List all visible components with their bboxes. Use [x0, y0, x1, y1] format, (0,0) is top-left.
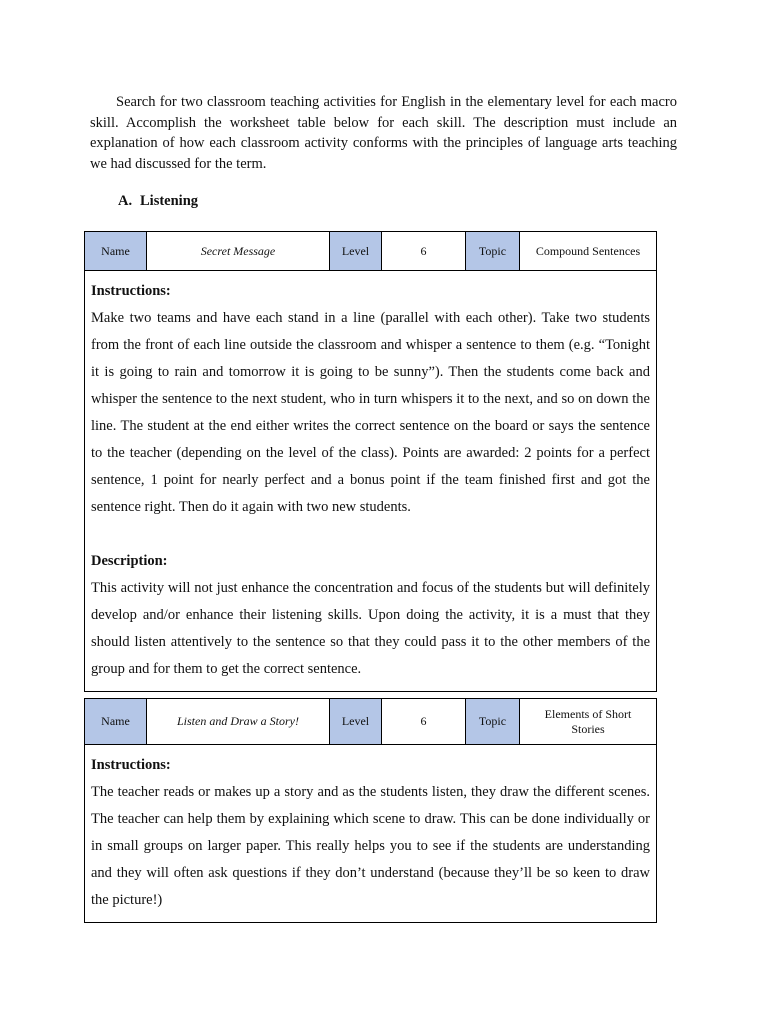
topic-value: Compound Sentences — [520, 232, 657, 271]
level-value: 6 — [382, 699, 466, 745]
level-label: Level — [330, 232, 382, 271]
activity-name: Secret Message — [147, 232, 330, 271]
topic-label: Topic — [466, 232, 520, 271]
instructions-text: Make two teams and have each stand in a line (parallel with each other). Take two students from the front of each line outside the classroom and whisper a sentence to them (e.g. “Tonight it is going to rain and tomorrow it is going to be sunny”). Then the students come back and whisper the sentence to the next student, who in turn whispers it to the next, and so on down the line. The student at the end either writes the correct sentence on the board or says the sentence to the teacher (depending on the level of the class). Points are awarded: 2 points for a perfect sentence, 1 point for nearly perfect and a bonus point if the team finished first and got the sentence right. Then do it again with two new students. — [91, 310, 650, 515]
section-heading — [118, 193, 198, 210]
section-letter: A. — [118, 193, 133, 209]
activity-header-row — [85, 699, 657, 745]
level-label: Level — [330, 699, 382, 745]
instructions-label: Instructions: — [91, 757, 171, 773]
topic-label: Topic — [466, 699, 520, 745]
activity-table-2 — [84, 698, 657, 923]
activity-body — [85, 745, 657, 923]
activity-body — [85, 271, 657, 692]
description-label: Description: — [91, 553, 168, 569]
topic-value: Elements of Short Stories — [520, 699, 657, 745]
activity-table-1 — [84, 231, 657, 692]
level-value: 6 — [382, 232, 466, 271]
name-label: Name — [85, 232, 147, 271]
description-text: This activity will not just enhance the concentration and focus of the students but will definitely develop and/or enhance their listening skills. Upon doing the activity, it is a must that they should listen attentively to the sentence so that they could pass it to the other members of the group and for them to get the correct sentence. — [91, 580, 650, 677]
section-title: Listening — [140, 193, 199, 209]
intro-paragraph — [90, 92, 677, 175]
instructions-label: Instructions: — [91, 283, 171, 299]
intro-text: Search for two classroom teaching activities for English in the elementary level for each macro skill. Accomplish the worksheet table below for each skill. The description must include an explanation of how each classroom activity conforms with the principles of language arts teaching we had discussed for the term. — [90, 94, 677, 173]
activity-header-row — [85, 232, 657, 271]
name-label: Name — [85, 699, 147, 745]
activity-name: Listen and Draw a Story! — [147, 699, 330, 745]
spacer — [91, 521, 650, 548]
instructions-text: The teacher reads or makes up a story and as the students listen, they draw the different scenes. The teacher can help them by explaining which scene to draw. This can be done individually or in small groups on larger paper. This really helps you to see if the students are understanding and they will often ask questions if they don’t understand (because they’ll be so keen to draw the picture!) — [91, 784, 650, 908]
